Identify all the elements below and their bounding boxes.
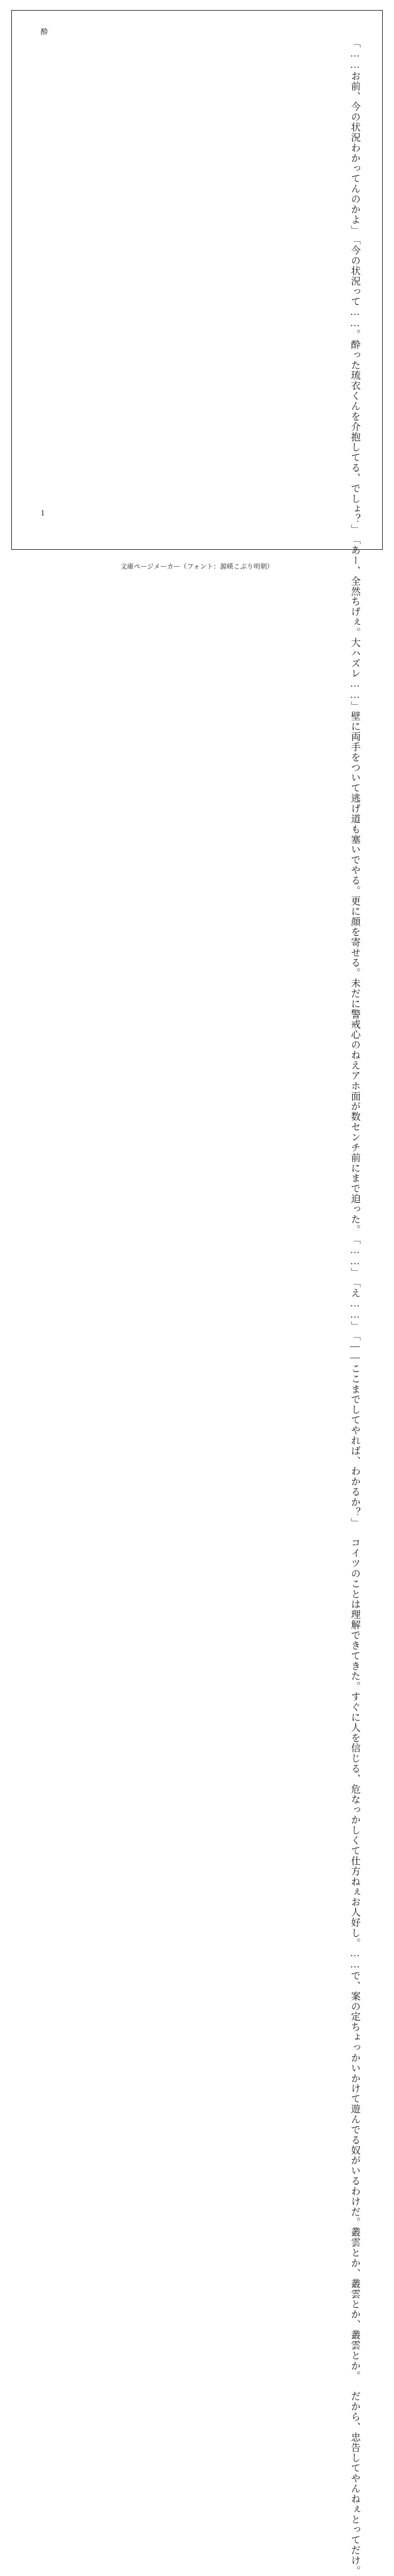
text-line: 「あー、全然ちげぇ。大ハズレ……」 xyxy=(350,534,360,711)
text-line: 「え……」 xyxy=(350,1277,360,1331)
text-line: 「……お前、今の状況わかってんのかよ」 xyxy=(350,38,360,236)
vertical-text-body xyxy=(345,38,365,2576)
text-line: だから、忠告してやんねぇとってだけ。 xyxy=(350,2391,360,2576)
page-number: 1 xyxy=(41,508,45,517)
text-line: お人好し。 xyxy=(350,1897,360,1949)
footer-credit: 文庫ページメーカー（フォント：源暎こぶり明朝） xyxy=(120,564,274,570)
text-line: 「……」 xyxy=(350,1234,360,1278)
text-line: 「――ここまでしてやれば、わかるか？」 xyxy=(350,1330,360,1528)
text-line: 「今の状況って……。酔った琉衣くんを介抱してる、でしょ？」 xyxy=(350,235,360,535)
text-line: 壁に両手をついて逃げ道も塞いでやる。 xyxy=(350,710,360,896)
text-line: 更に顔を寄せる。未だに警戒心のねえアホ面が数センチ前にまで迫った。 xyxy=(350,895,360,1235)
text-line: コイツのことは理解できてきた。すぐに人を信じる、危なっかしくて仕方ねぇ xyxy=(350,1537,360,1897)
text-line: ……で、案の定ちょっかいかけて遊んでる奴がいるわけだ。叢雲とか、叢雲と xyxy=(350,1948,360,2310)
running-head: 酔 xyxy=(41,27,49,36)
text-line: か、叢雲とか。 xyxy=(350,2309,360,2382)
